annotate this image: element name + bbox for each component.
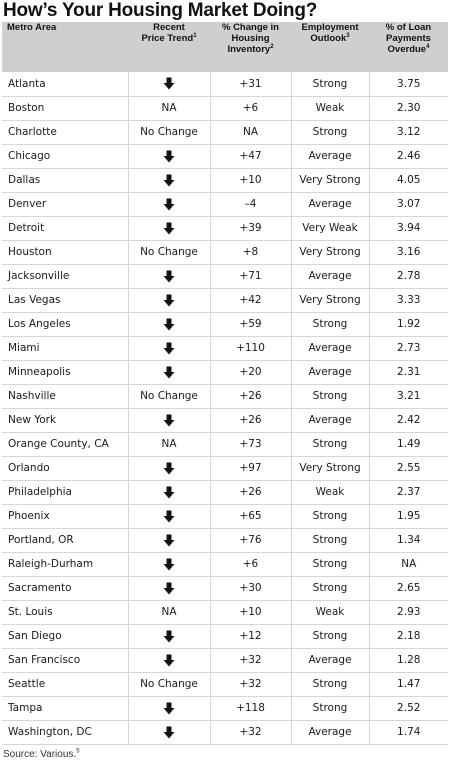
cell-price-trend [128,720,210,744]
cell-loan-overdue: 2.65 [369,576,448,600]
cell-employment-outlook: Average [291,336,369,360]
cell-inventory-change: +10 [210,168,291,192]
cell-price-trend [128,264,210,288]
down-arrow-icon [163,534,175,547]
table-row [2,336,448,360]
cell-loan-overdue: 1.74 [369,720,448,744]
cell-inventory-change: +6 [210,96,291,120]
table-row [2,672,448,696]
cell-price-trend [128,360,210,384]
cell-inventory-change: +20 [210,360,291,384]
cell-price-trend [128,72,210,96]
header-inventory-line1: % Change in [221,22,279,33]
cell-employment-outlook: Strong [291,120,369,144]
header-loan-overdue [369,22,448,72]
cell-employment-outlook: Strong [291,72,369,96]
table-row [2,312,448,336]
cell-employment-outlook: Very Strong [291,288,369,312]
footnote-marker: 1 [193,32,197,39]
cell-metro-area: Atlanta [2,72,128,96]
cell-loan-overdue: 1.28 [369,648,448,672]
down-arrow-icon [163,198,175,211]
table-body [2,72,448,744]
table-row [2,504,448,528]
cell-employment-outlook: Average [291,144,369,168]
cell-employment-outlook: Strong [291,576,369,600]
header-metro-label: Metro Area [7,22,57,33]
down-arrow-icon [163,702,175,715]
down-arrow-icon [163,366,175,379]
footnote-marker: 5 [76,748,80,755]
table-row [2,288,448,312]
cell-employment-outlook: Strong [291,504,369,528]
cell-inventory-change: +26 [210,480,291,504]
cell-employment-outlook: Average [291,720,369,744]
cell-loan-overdue: 1.34 [369,528,448,552]
cell-employment-outlook: Strong [291,528,369,552]
cell-metro-area: Los Angeles [2,312,128,336]
cell-loan-overdue: 1.95 [369,504,448,528]
cell-loan-overdue: 3.16 [369,240,448,264]
header-loan-line3: Overdue [387,44,427,55]
cell-metro-area: Orlando [2,456,128,480]
down-arrow-icon [163,510,175,523]
cell-employment-outlook: Strong [291,384,369,408]
down-arrow-icon [163,582,175,595]
down-arrow-icon [163,77,175,90]
cell-loan-overdue: 2.73 [369,336,448,360]
cell-employment-outlook: Strong [291,552,369,576]
cell-metro-area: San Francisco [2,648,128,672]
cell-employment-outlook: Average [291,408,369,432]
down-arrow-icon [163,150,175,163]
cell-metro-area: Seattle [2,672,128,696]
cell-loan-overdue: 2.42 [369,408,448,432]
cell-metro-area: Minneapolis [2,360,128,384]
cell-loan-overdue: 2.52 [369,696,448,720]
down-arrow-icon [163,174,175,187]
cell-employment-outlook: Strong [291,312,369,336]
cell-price-trend [128,576,210,600]
cell-price-trend [128,456,210,480]
cell-loan-overdue: 3.21 [369,384,448,408]
cell-price-trend [128,552,210,576]
cell-metro-area: Houston [2,240,128,264]
cell-loan-overdue: 2.93 [369,600,448,624]
cell-metro-area: Phoenix [2,504,128,528]
cell-price-trend [128,696,210,720]
cell-metro-area: Washington, DC [2,720,128,744]
header-loan-line2: Payments [386,33,431,44]
cell-price-trend: No Change [128,120,210,144]
table-row [2,240,448,264]
cell-metro-area: New York [2,408,128,432]
cell-price-trend: NA [128,96,210,120]
table-row [2,624,448,648]
header-metro-area [2,22,128,72]
cell-loan-overdue: 3.12 [369,120,448,144]
cell-loan-overdue: 2.30 [369,96,448,120]
header-price-trend-line2: Price Trend [141,33,194,44]
cell-metro-area: Miami [2,336,128,360]
table-row [2,264,448,288]
header-employment-line1: Employment [301,22,359,33]
cell-inventory-change: +59 [210,312,291,336]
cell-employment-outlook: Very Weak [291,216,369,240]
table-row [2,552,448,576]
cell-metro-area: Jacksonville [2,264,128,288]
cell-employment-outlook: Average [291,360,369,384]
cell-inventory-change: +26 [210,408,291,432]
footnote-marker: 4 [426,43,430,50]
table-row [2,456,448,480]
cell-inventory-change: +97 [210,456,291,480]
down-arrow-icon [163,654,175,667]
cell-metro-area: San Diego [2,624,128,648]
cell-inventory-change: +42 [210,288,291,312]
header-employment [291,22,369,72]
table-row [2,192,448,216]
table-row [2,528,448,552]
cell-inventory-change: +26 [210,384,291,408]
cell-price-trend [128,144,210,168]
down-arrow-icon [163,294,175,307]
cell-loan-overdue: 1.92 [369,312,448,336]
header-price-trend [128,22,210,72]
header-employment-line2: Outlook [310,33,347,44]
cell-inventory-change: +47 [210,144,291,168]
cell-loan-overdue: 2.78 [369,264,448,288]
cell-loan-overdue: 2.37 [369,480,448,504]
table-row [2,72,448,96]
table-row [2,696,448,720]
cell-inventory-change: +71 [210,264,291,288]
cell-inventory-change: +12 [210,624,291,648]
cell-employment-outlook: Very Strong [291,456,369,480]
header-inventory [210,22,291,72]
cell-inventory-change: +31 [210,72,291,96]
cell-employment-outlook: Strong [291,696,369,720]
down-arrow-icon [163,342,175,355]
cell-metro-area: Detroit [2,216,128,240]
cell-price-trend [128,624,210,648]
table-row [2,384,448,408]
cell-inventory-change: +73 [210,432,291,456]
cell-loan-overdue: 2.46 [369,144,448,168]
cell-employment-outlook: Very Strong [291,168,369,192]
cell-metro-area: St. Louis [2,600,128,624]
source-text: Source: Various. [3,749,77,760]
footnote-marker: 3 [346,32,350,39]
table-row [2,120,448,144]
header-loan-line1: % of Loan [385,22,432,33]
cell-inventory-change: +118 [210,696,291,720]
cell-metro-area: Orange County, CA [2,432,128,456]
cell-inventory-change: +8 [210,240,291,264]
cell-inventory-change: +110 [210,336,291,360]
down-arrow-icon [163,726,175,739]
cell-inventory-change: NA [210,120,291,144]
cell-metro-area: Denver [2,192,128,216]
cell-metro-area: Las Vegas [2,288,128,312]
cell-price-trend: No Change [128,240,210,264]
cell-price-trend [128,480,210,504]
down-arrow-icon [163,270,175,283]
cell-loan-overdue: 2.18 [369,624,448,648]
cell-loan-overdue: 2.55 [369,456,448,480]
table-row [2,216,448,240]
cell-metro-area: Chicago [2,144,128,168]
cell-inventory-change: +65 [210,504,291,528]
cell-inventory-change: +39 [210,216,291,240]
table-row [2,720,448,744]
table-row [2,576,448,600]
down-arrow-icon [163,318,175,331]
down-arrow-icon [163,486,175,499]
cell-price-trend [128,648,210,672]
cell-employment-outlook: Weak [291,600,369,624]
down-arrow-icon [163,558,175,571]
cell-metro-area: Portland, OR [2,528,128,552]
cell-price-trend: NA [128,600,210,624]
cell-employment-outlook: Weak [291,96,369,120]
cell-loan-overdue: 3.75 [369,72,448,96]
down-arrow-icon [163,462,175,475]
down-arrow-icon [163,414,175,427]
cell-metro-area: Tampa [2,696,128,720]
cell-metro-area: Philadelphia [2,480,128,504]
cell-metro-area: Nashville [2,384,128,408]
cell-price-trend: NA [128,432,210,456]
cell-loan-overdue: 3.07 [369,192,448,216]
source-note [3,749,80,760]
cell-loan-overdue: 1.47 [369,672,448,696]
cell-price-trend [128,408,210,432]
cell-employment-outlook: Average [291,192,369,216]
footnote-marker: 2 [270,43,274,50]
cell-employment-outlook: Very Strong [291,240,369,264]
cell-metro-area: Dallas [2,168,128,192]
cell-inventory-change: +32 [210,672,291,696]
table-row [2,600,448,624]
cell-price-trend [128,288,210,312]
down-arrow-icon [163,222,175,235]
cell-employment-outlook: Average [291,264,369,288]
header-inventory-line2: Housing [231,33,270,44]
cell-price-trend [128,336,210,360]
cell-price-trend: No Change [128,384,210,408]
cell-employment-outlook: Weak [291,480,369,504]
cell-inventory-change: +10 [210,600,291,624]
cell-inventory-change: –4 [210,192,291,216]
cell-employment-outlook: Strong [291,672,369,696]
table-row [2,168,448,192]
cell-inventory-change: +30 [210,576,291,600]
cell-employment-outlook: Strong [291,432,369,456]
cell-metro-area: Boston [2,96,128,120]
cell-metro-area: Charlotte [2,120,128,144]
cell-price-trend [128,192,210,216]
cell-metro-area: Sacramento [2,576,128,600]
table-row [2,480,448,504]
cell-loan-overdue: 4.05 [369,168,448,192]
cell-price-trend [128,312,210,336]
cell-inventory-change: +32 [210,648,291,672]
header-inventory-line3: Inventory [227,44,271,55]
table-header-row [2,22,448,72]
table-row [2,408,448,432]
page-title: How’s Your Housing Market Doing? [3,0,318,21]
housing-market-table [2,22,448,745]
cell-price-trend [128,504,210,528]
cell-loan-overdue: 2.31 [369,360,448,384]
cell-inventory-change: +76 [210,528,291,552]
header-price-trend-line1: Recent [153,22,185,33]
cell-price-trend: No Change [128,672,210,696]
cell-loan-overdue: 1.49 [369,432,448,456]
cell-price-trend [128,216,210,240]
cell-inventory-change: +6 [210,552,291,576]
cell-loan-overdue: 3.94 [369,216,448,240]
table-row [2,96,448,120]
cell-loan-overdue: NA [369,552,448,576]
cell-inventory-change: +32 [210,720,291,744]
cell-price-trend [128,528,210,552]
cell-price-trend [128,168,210,192]
table-row [2,360,448,384]
cell-loan-overdue: 3.33 [369,288,448,312]
cell-employment-outlook: Average [291,648,369,672]
table-row [2,432,448,456]
down-arrow-icon [163,630,175,643]
table-row [2,144,448,168]
cell-metro-area: Raleigh-Durham [2,552,128,576]
cell-employment-outlook: Strong [291,624,369,648]
table-row [2,648,448,672]
